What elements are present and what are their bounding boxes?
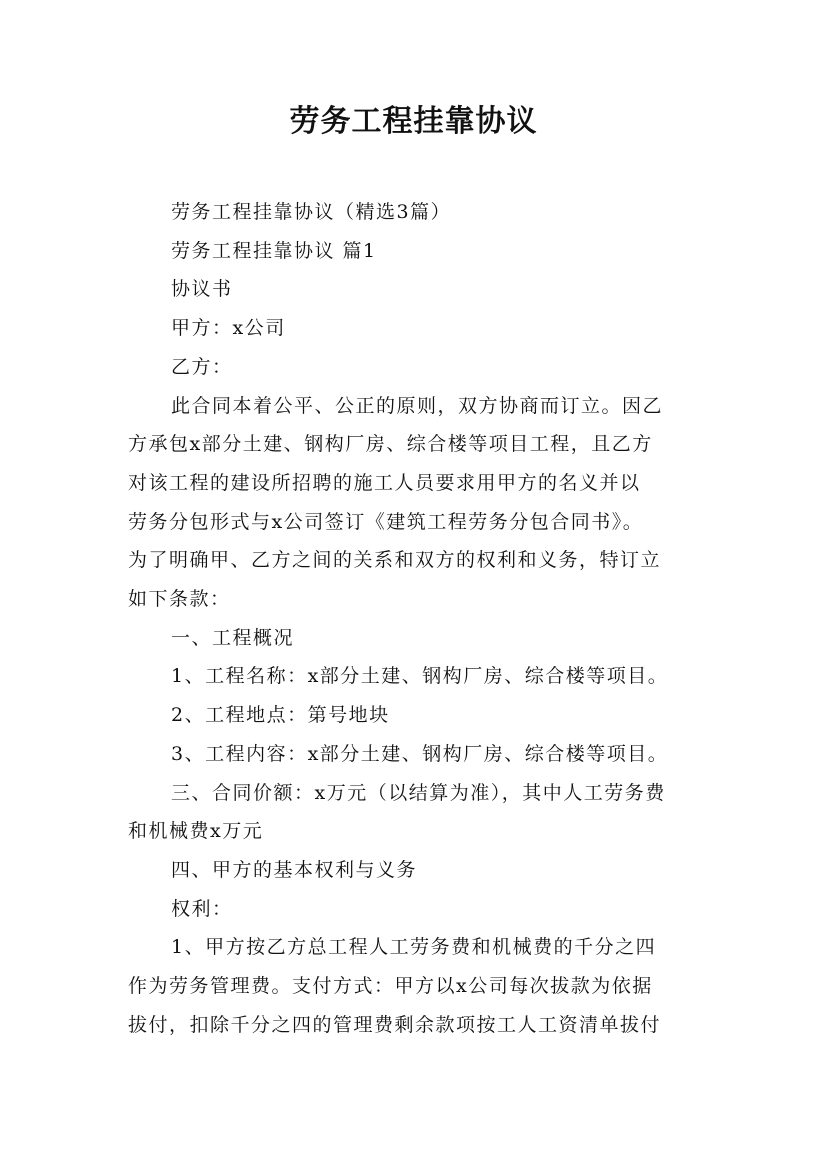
text-line: 乙方： xyxy=(171,355,233,378)
document-title: 劳务工程挂靠协议 xyxy=(289,104,538,139)
text-line: 劳务工程挂靠协议（精选3篇） xyxy=(171,201,452,223)
text-line: 甲方：x公司 xyxy=(171,317,286,340)
text-line: 对该工程的建设所招聘的施工人员要求用甲方的名义并以 xyxy=(128,471,641,494)
text-line: 一、工程概况 xyxy=(171,626,295,649)
text-line: 劳务工程挂靠协议 篇1 xyxy=(171,239,377,262)
text-line: 劳务分包形式与x公司签订《建筑工程劳务分包合同书》。 xyxy=(128,510,644,533)
text-line: 1、工程名称：x部分土建、钢构厂房、综合楼等项目。 xyxy=(171,665,669,688)
text-line: 拔付，扣除千分之四的管理费剩余款项按工人工资清单拔付 xyxy=(128,1013,662,1036)
text-line: 协议书 xyxy=(171,278,233,301)
text-line: 三、合同价额：x万元（以结算为准），其中人工劳务费 xyxy=(171,781,666,804)
text-line: 方承包x部分土建、钢构厂房、综合楼等项目工程，且乙方 xyxy=(128,433,653,456)
text-line: 此合同本着公平、公正的原则，双方协商而订立。因乙 xyxy=(171,394,664,417)
text-line: 3、工程内容：x部分土建、钢构厂房、综合楼等项目。 xyxy=(171,742,669,765)
text-line: 1、甲方按乙方总工程人工劳务费和机械费的千分之四 xyxy=(171,936,657,959)
text-line: 和机械费x万元 xyxy=(128,820,264,843)
document-body xyxy=(128,193,718,1044)
text-line: 四、甲方的基本权利与义务 xyxy=(171,858,418,881)
text-line: 权利： xyxy=(171,897,233,920)
text-line: 如下条款： xyxy=(128,588,231,611)
text-line: 2、工程地点：第号地块 xyxy=(171,704,390,727)
text-line: 作为劳务管理费。支付方式：甲方以x公司每次拔款为依据 xyxy=(128,975,653,998)
text-line: 为了明确甲、乙方之间的关系和双方的权利和义务，特订立 xyxy=(128,549,662,572)
